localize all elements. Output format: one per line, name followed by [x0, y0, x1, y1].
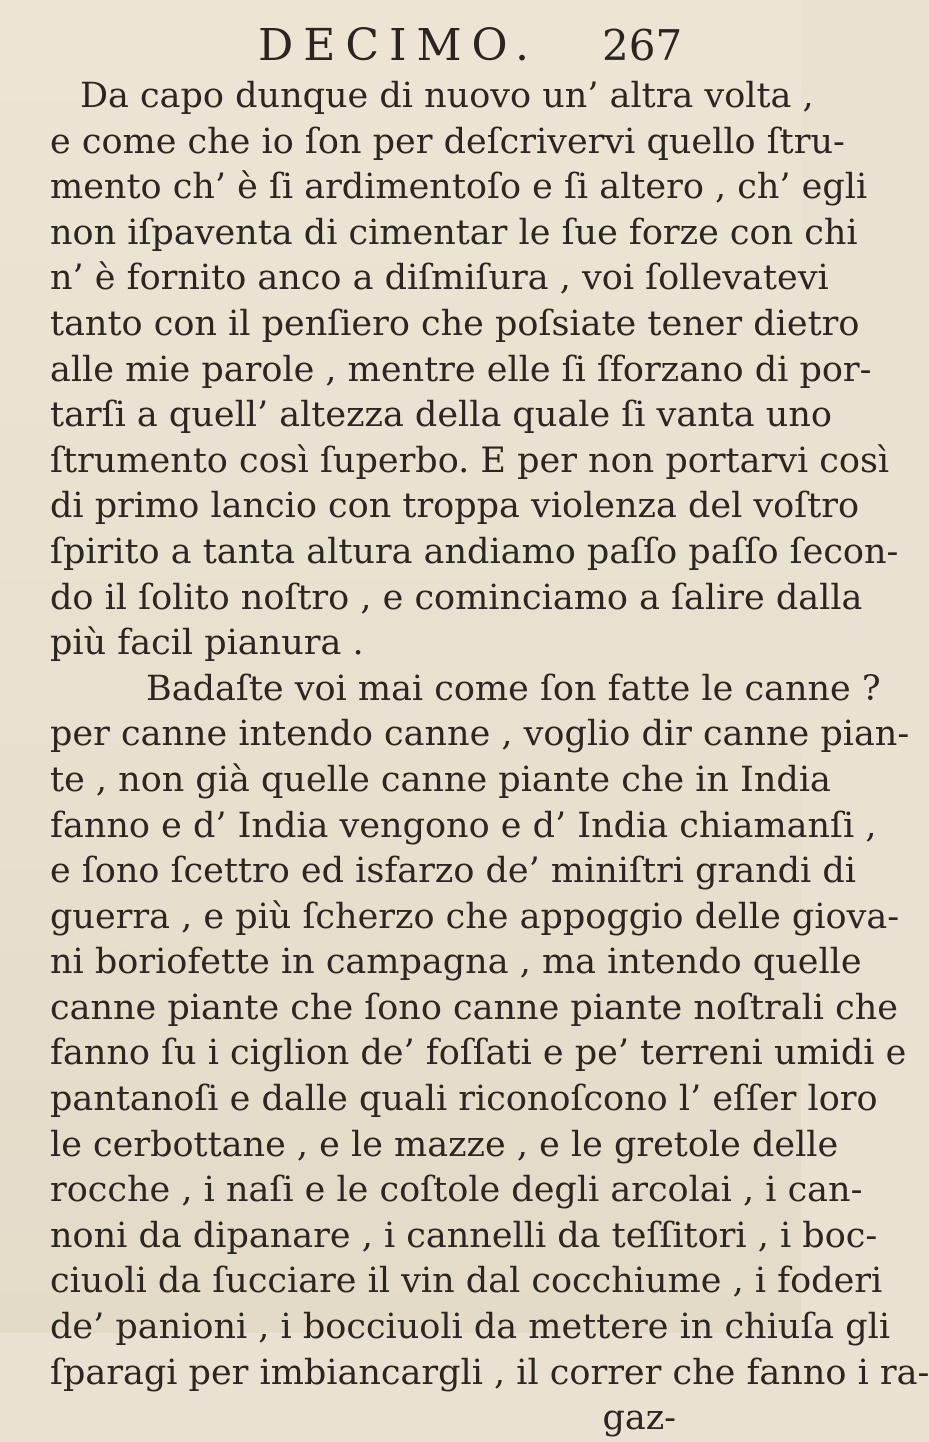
page-number: 267: [602, 21, 683, 70]
text-line: n’ è fornito anco a diſmiſura , voi ſollevatevi: [50, 258, 829, 299]
running-title: DECIMO.: [258, 20, 539, 71]
text-line: canne piante che ſono canne piante noſtrali che: [50, 987, 898, 1028]
text-line: tarſi a quell’ altezza della quale ſi vanta uno: [50, 395, 832, 436]
text-line: fanno e d’ India vengono e d’ India chiamanſi ,: [50, 805, 877, 846]
text-line: non iſpaventa di cimentar le ſue forze con chi: [50, 212, 858, 253]
running-head: [0, 20, 801, 72]
text-line: ſpirito a tanta altura andiamo paſſo paſſo ſecon-: [50, 531, 899, 572]
text-line: più facil pianura .: [50, 623, 364, 664]
text-line: ni boriofette in campagna , ma intendo quelle: [50, 942, 862, 983]
text-line: e ſono ſcettro ed isfarzo de’ miniſtri grandi di: [50, 851, 856, 892]
text-line: alle mie parole , mentre elle ſi ſforzano di por-: [50, 349, 872, 390]
catchword: gaz-: [602, 1398, 676, 1439]
text-line: ſparagi per imbiancargli , il correr che fanno i ra-: [50, 1352, 929, 1393]
text-line: do il ſolito noſtro , e cominciamo a ſalire dalla: [50, 577, 863, 618]
text-line: ſtrumento così ſuperbo. E per non portarvi così: [50, 440, 890, 481]
text-line: le cerbottane , e le mazze , e le gretole delle: [50, 1124, 839, 1165]
text-line: per canne intendo canne , voglio dir canne pian-: [50, 714, 910, 755]
text-line: noni da dipanare , i cannelli da teſſitori , i boc-: [50, 1215, 878, 1256]
text-line: mento ch’ è ſi ardimentoſo e ſi altero , ch’ egli: [50, 167, 868, 208]
body-text: [50, 74, 929, 1442]
text-line: di primo lancio con troppa violenza del voſtro: [50, 486, 860, 527]
text-line: guerra , e più ſcherzo che appoggio delle giova-: [50, 896, 900, 937]
text-line: Badaſte voi mai come ſon fatte le canne ?: [146, 668, 881, 709]
text-line: tanto con il penſiero che poſsiate tener dietro: [50, 303, 860, 344]
text-line: te , non già quelle canne piante che in India: [50, 759, 831, 800]
text-line: pantanoſi e dalle quali riconoſcono l’ eſſer loro: [50, 1079, 878, 1120]
text-line: fanno ſu i ciglion de’ foſſati e pe’ terreni umidi e: [50, 1033, 907, 1074]
text-line: Da capo dunque di nuovo un’ altra volta ,: [80, 76, 814, 116]
text-line: e come che io ſon per deſcrivervi quello ſtru-: [50, 121, 845, 162]
text-line: de’ panioni , i bocciuoli da mettere in chiuſa gli: [50, 1307, 891, 1348]
text-line: ciuoli da ſucciare il vin dal cocchiume , i foderi: [50, 1261, 883, 1302]
text-line: rocche , i naſi e le coſtole degli arcolai , i can-: [50, 1170, 863, 1211]
